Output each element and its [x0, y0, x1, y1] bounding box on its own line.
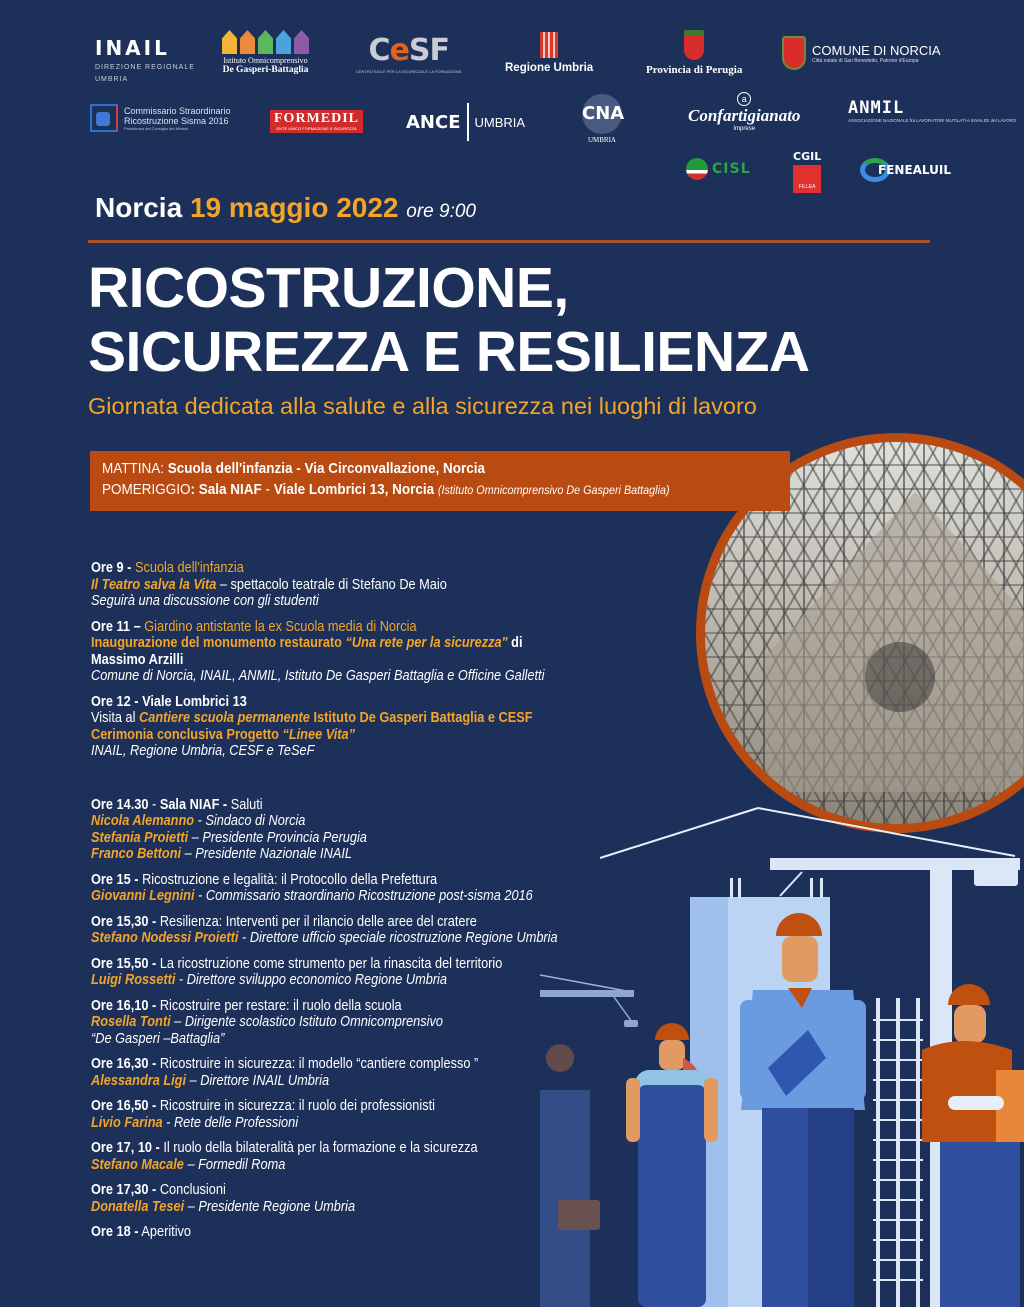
comune-crest-icon: [782, 36, 806, 70]
program-entry: Ore 9 - Scuola dell'infanzia Il Teatro salva la Vita – spettacolo teatrale di Stefano De Maio Seguirà una discussione con gli studenti: [91, 560, 447, 609]
cisl-globe-icon: [686, 158, 708, 180]
program-entry: Ore 12 - Viale Lombrici 13 Visita al Cantiere scuola permanente Istituto De Gasperi Battaglia e CESF Cerimonia conclusiva Progetto “Linee Vita” INAIL, Regione Umbria, CESF e TeSeF: [91, 693, 533, 759]
program-entry: Ore 15,30 - Resilienza: Interventi per il rilancio delle aree del cratere Stefano Nodessi Proietti - Direttore ufficio speciale ricostruzione Regione Umbria: [91, 913, 558, 946]
logo-cgil-fillea: CGIL FILLEA: [793, 150, 821, 193]
logo-cna-umbria: CNA UMBRIA: [582, 94, 622, 144]
logo-formedil: FORMEDIL ENTE UNICO FORMAZIONE E SICUREZZA: [270, 110, 363, 133]
program-entry: Ore 14.30 - Sala NIAF - Saluti Nicola Alemanno - Sindaco di Norcia Stefania Proietti – Presidente Provincia Perugia Franco Bettoni – Presidente Nazionale INAIL: [91, 796, 367, 862]
logo-comune-norcia: COMUNE DI NORCIA Città natale di San Benedetto, Patrono d'Europa: [782, 36, 941, 70]
fillea-icon: FILLEA: [793, 165, 821, 193]
logo-commissario-sisma: Commissario Straordinario Ricostruzione Sisma 2016 Presidenza del Consiglio dei Ministri: [90, 104, 231, 132]
logo-regione-umbria: Regione Umbria: [505, 32, 593, 74]
locations-banner: [90, 451, 790, 511]
program-entry: Ore 16,10 - Ricostruire per restare: il ruolo della scuola Rosella Tonti – Dirigente scolastico Istituto Omnicomprensivo “De Gasperi –Battaglia”: [91, 997, 443, 1047]
program-entry: Ore 17, 10 - Il ruolo della bilateralità per la formazione e la sicurezza Stefano Macale – Formedil Roma: [91, 1140, 478, 1173]
program-entry: Ore 15,50 - La ricostruzione come strumento per la rinascita del territorio Luigi Rossetti - Direttore sviluppo economico Regione Umbria: [91, 955, 503, 988]
logo-fenealuil: FENEALUIL: [860, 158, 951, 182]
header-divider: [88, 240, 930, 243]
provincia-crest-icon: [684, 30, 704, 60]
confartigianato-a-icon: a: [737, 92, 751, 106]
page-title: RICOSTRUZIONE, SICUREZZA E RESILIENZA: [88, 256, 810, 384]
program-entry: Ore 16,30 - Ricostruire in sicurezza: il modello “cantiere complesso ” Alessandra Ligi – Direttore INAIL Umbria: [91, 1056, 479, 1089]
logo-anmil: ANMIL ASSOCIAZIONE NAZIONALE fra LAVORATORI MUTILATI e INVALIDI del LAVORO: [848, 98, 1017, 123]
event-city: Norcia: [95, 192, 183, 223]
logo-cisl-umbria: CISL: [686, 158, 751, 180]
program-entry: Ore 16,50 - Ricostruire in sicurezza: il ruolo dei professionisti Livio Farina - Rete delle Professioni: [91, 1098, 435, 1131]
logo-istituto-omnicomprensivo: Istituto Omnicomprensivo De Gasperi-Battaglia: [222, 30, 309, 75]
program-entry: Ore 15 - Ricostruzione e legalità: il Protocollo della Prefettura Giovanni Legnini - Commissario straordinario Ricostruzione post-sisma 2016: [91, 871, 533, 904]
program-entry: Ore 18 - Aperitivo: [91, 1224, 192, 1240]
afternoon-location: POMERIGGIO: Sala NIAF - Viale Lombrici 13, Norcia (Istituto Omnicomprensivo De Gasperi Battaglia): [102, 481, 670, 498]
program-entry: Ore 11 – Giardino antistante la ex Scuola media di Norcia Inaugurazione del monumento restaurato “Una rete per la sicurezza" di Massimo Arzilli Comune di Norcia, INAIL, ANMIL, Istituto De Gasperi Battaglia e Officine Galletti: [91, 618, 545, 684]
program-entry: Ore 17,30 - Conclusioni Donatella Tesei – Presidente Regione Umbria: [91, 1182, 356, 1215]
logo-inail: INAIL DIREZIONE REGIONALE UMBRIA: [95, 36, 195, 83]
event-date-line: [95, 192, 476, 224]
program-schedule: [91, 560, 651, 1250]
regione-flag-icon: [540, 32, 558, 58]
logo-confartigianato: a Confartigianato Imprese: [688, 94, 801, 132]
morning-location: MATTINA: Scuola dell'infanzia - Via Circonvallazione, Norcia: [102, 460, 486, 477]
page-subtitle: Giornata dedicata alla salute e alla sicurezza nei luoghi di lavoro: [88, 393, 757, 419]
logo-provincia-perugia: Provincia di Perugia: [646, 30, 742, 76]
event-date: 19 maggio 2022: [189, 192, 399, 223]
logo-cesf: CeSF CENTRO EDILE PER LA SICUREZZA E LA FORMAZIONE: [356, 33, 462, 74]
divider: [467, 103, 469, 141]
commissario-emblem-icon: [90, 104, 118, 132]
pencils-icon: [222, 30, 309, 54]
logo-ance-umbria: ANCE UMBRIA: [406, 103, 525, 141]
event-time: ore 9:00: [406, 201, 477, 222]
